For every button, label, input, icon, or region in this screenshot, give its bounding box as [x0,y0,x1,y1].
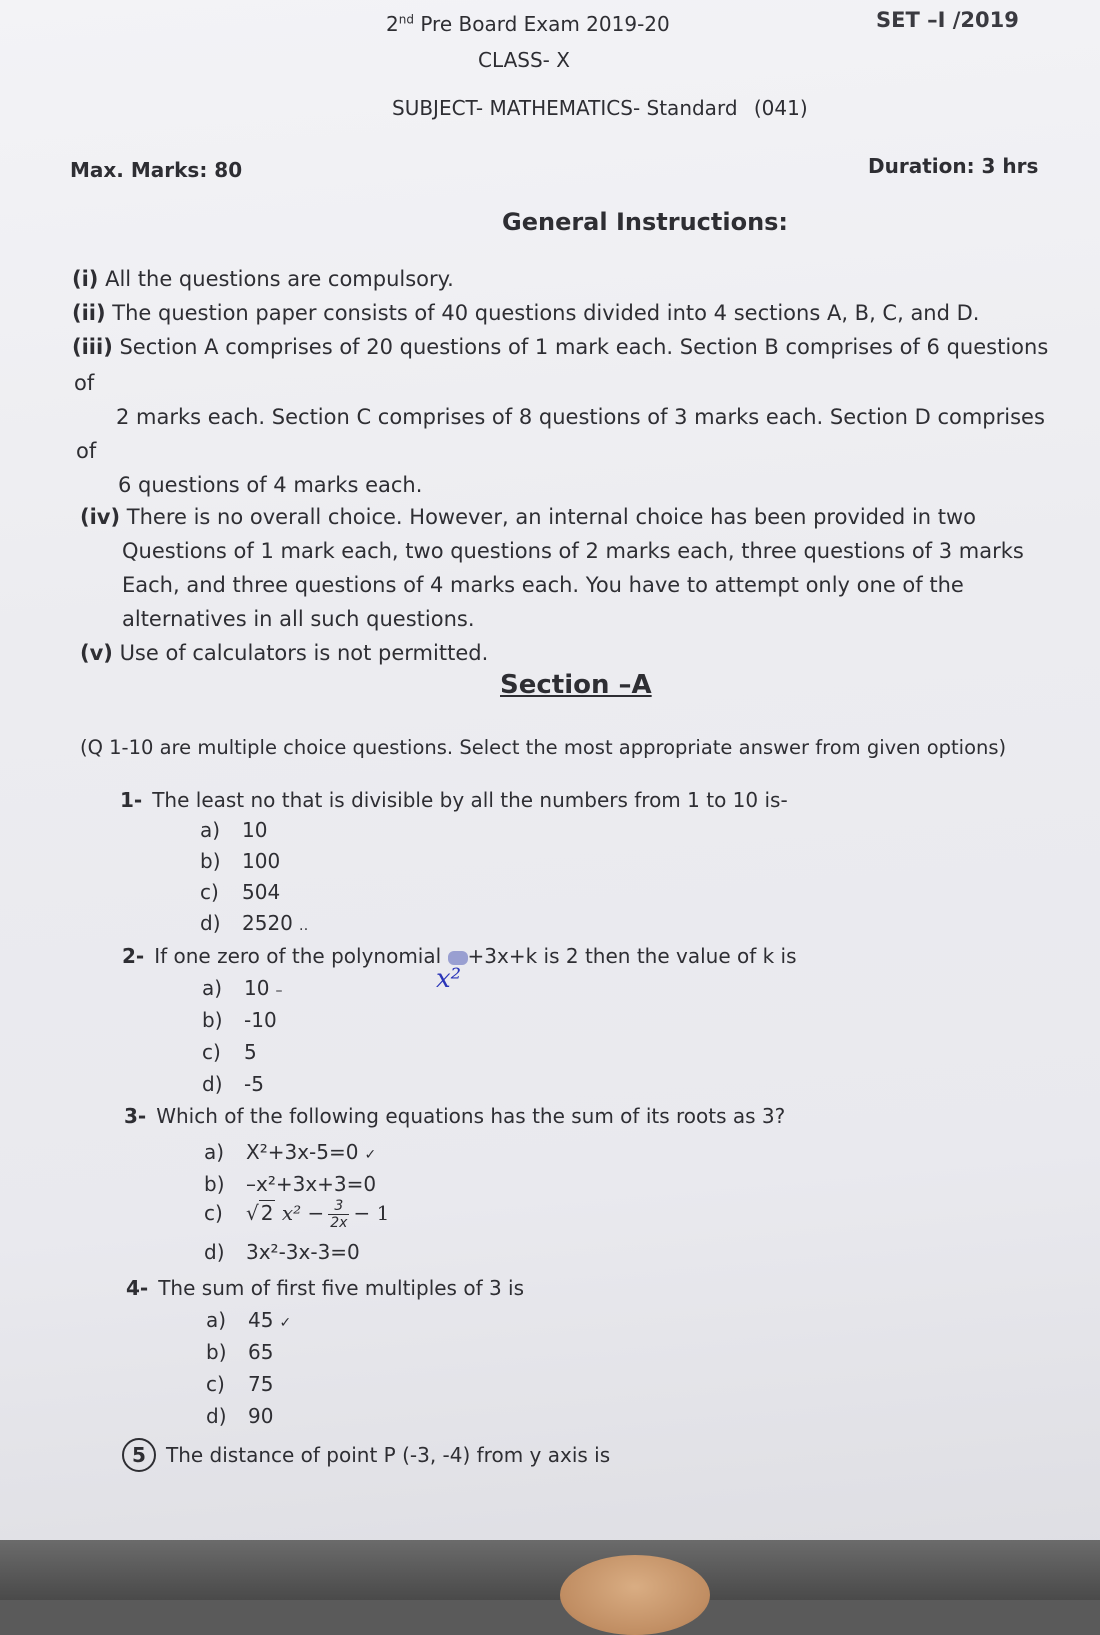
handwritten-x-squared: x² [436,964,462,994]
question-1-num: 1- [120,788,143,812]
exam-title [386,12,670,36]
option-label: d) [206,1404,227,1428]
section-a-title: Section –A [500,670,652,700]
question-2-text-before: If one zero of the polynomial [154,944,448,968]
question-4 [126,1276,524,1300]
option-label: b) [206,1340,227,1364]
question-5-num-circled: 5 [122,1438,156,1472]
question-2-option-b [202,1008,277,1032]
question-5-text: The distance of point P (-3, -4) from y axis is [166,1443,611,1467]
instruction-1-text: All the questions are compulsory. [98,267,454,291]
option-label: b) [202,1008,223,1032]
question-1-option-a [200,818,267,842]
instruction-5-num: (v) [80,641,113,665]
exam-title-rest: Pre Board Exam 2019-20 [413,12,670,36]
section-a-note: (Q 1-10 are multiple choice questions. Select the most appropriate answer from given options) [80,736,1007,759]
instruction-3-cont-2: 6 questions of 4 marks each. [118,473,423,497]
tick-mark-icon: ✓ [279,1315,292,1331]
option-value: X²+3x-5=0 [246,1140,359,1164]
option-value: 5 [244,1040,257,1064]
question-1 [120,788,788,812]
option-label: c) [202,1040,221,1064]
question-1-option-b [200,849,280,873]
instruction-1-num: (i) [72,267,99,291]
duration: Duration: 3 hrs [868,154,1039,178]
instruction-2-num: (ii) [72,301,106,325]
question-4-option-a [206,1308,291,1332]
option-value: –x²+3x+3=0 [246,1172,377,1196]
instruction-2-text: The question paper consists of 40 questions divided into 4 sections A, B, C, and D. [105,301,980,325]
sqrt-expression: √ 2 [246,1201,274,1225]
exam-title-sup: nd [398,12,414,27]
option-label: a) [204,1140,225,1164]
option-label: b) [200,849,221,873]
x-squared-term: x² − [281,1201,325,1225]
option-label: d) [204,1240,225,1264]
instruction-3-cont: 2 marks each. Section C comprises of 8 questions of 3 marks each. Section D comprises [116,405,1045,429]
question-3-num: 3- [124,1104,147,1128]
instruction-3 [72,330,1048,364]
question-4-num: 4- [126,1276,149,1300]
question-4-option-b [206,1340,273,1364]
instruction-2 [72,296,979,330]
tick-mark-icon: ․․ [298,918,309,934]
question-5 [122,1438,610,1472]
question-3-option-d [204,1240,360,1264]
question-1-option-d [200,911,308,935]
option-label: c) [206,1372,225,1396]
instruction-3-num: (iii) [72,335,113,359]
instruction-4 [80,500,976,534]
instruction-4-cont-2: Each, and three questions of 4 marks each. You have to attempt only one of the [122,573,964,597]
instruction-3-of: of [74,371,95,395]
question-3-option-b [204,1172,376,1196]
subject-code: (041) [753,96,808,120]
constant-term: − 1 [353,1201,390,1225]
tick-mark-icon: ✓ [364,1147,377,1163]
question-4-option-d [206,1404,273,1428]
question-1-text: The least no that is divisible by all the numbers from 1 to 10 is- [152,788,788,812]
instruction-4-num: (iv) [80,505,121,529]
option-label: b) [204,1172,225,1196]
option-label: a) [200,818,221,842]
option-label: d) [202,1072,223,1096]
option-value: 90 [248,1404,274,1428]
instruction-4-cont-3: alternatives in all such questions. [122,607,475,631]
option-label: c) [200,880,219,904]
option-label: d) [200,911,221,935]
fraction [328,1198,349,1231]
sqrt-radicand: 2 [260,1201,274,1225]
option-label: a) [202,976,223,1000]
question-2-text-after: +3x+k is 2 then the value of k is [467,944,797,968]
option-value: 100 [242,849,281,873]
option-value: 3x²-3x-3=0 [246,1240,360,1264]
question-2-option-d [202,1072,264,1096]
question-2-num: 2- [122,944,145,968]
question-1-option-c [200,880,280,904]
option-value: 45 [248,1308,274,1332]
question-2-option-a [202,976,282,1000]
scribble-icon [448,951,468,965]
option-value: 2520 [242,911,293,935]
instruction-5 [80,636,488,670]
question-3-option-a [204,1140,376,1164]
set-code: SET –I /2019 [876,8,1019,32]
question-3-option-c [204,1198,389,1231]
fraction-denominator: 2x [330,1215,348,1231]
exam-title-prefix: 2 [386,12,399,36]
question-3 [124,1104,785,1128]
option-value: 75 [248,1372,274,1396]
option-value: 10 [244,976,270,1000]
option-value: 10 [242,818,268,842]
option-label: a) [206,1308,227,1332]
table-surface [0,1540,1100,1600]
question-2-option-c [202,1040,257,1064]
max-marks: Max. Marks: 80 [70,158,243,182]
class-label: CLASS- X [478,48,570,72]
instruction-4-text: There is no overall choice. However, an internal choice has been provided in two [120,505,977,529]
question-3-text: Which of the following equations has the sum of its roots as 3? [156,1104,786,1128]
subject-line [392,96,808,120]
instruction-1 [72,262,454,296]
instruction-4-cont-1: Questions of 1 mark each, two questions of 2 marks each, three questions of 3 marks [122,539,1024,563]
question-4-option-c [206,1372,273,1396]
instruction-5-text: Use of calculators is not permitted. [112,641,489,665]
subject-label: SUBJECT- MATHEMATICS- Standard [392,96,738,120]
option-value: 504 [242,880,281,904]
instruction-3-of-2: of [76,439,97,463]
option-value: -10 [244,1008,277,1032]
option-label: c) [204,1201,223,1225]
question-4-text: The sum of first five multiples of 3 is [158,1276,525,1300]
tick-mark-icon: – [275,983,283,999]
fraction-numerator: 3 [328,1198,349,1215]
instruction-3-text: Section A comprises of 20 questions of 1 mark each. Section B comprises of 6 questions [112,335,1049,359]
option-value: -5 [244,1072,264,1096]
finger-image [560,1555,710,1635]
instructions-title: General Instructions: [502,208,789,236]
option-value: 65 [248,1340,274,1364]
